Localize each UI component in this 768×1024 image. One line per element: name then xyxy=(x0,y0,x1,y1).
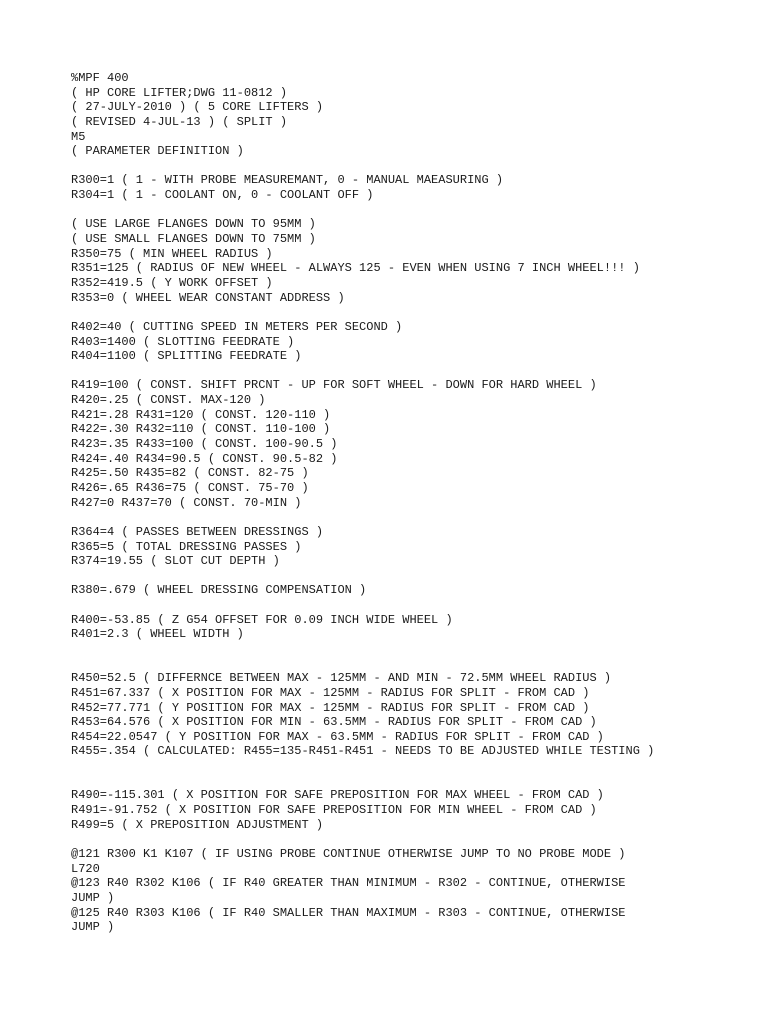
program-line: L720 xyxy=(71,861,100,876)
blank-line xyxy=(71,569,751,584)
program-line: ( PARAMETER DEFINITION ) xyxy=(71,144,244,159)
program-line: R491=-91.752 ( X POSITION FOR SAFE PREPOSITION FOR MIN WHEEL - FROM CAD ) xyxy=(71,803,597,818)
program-line: ( USE LARGE FLANGES DOWN TO 95MM ) xyxy=(71,217,316,232)
program-line: R404=1100 ( SPLITTING FEEDRATE ) xyxy=(71,349,302,364)
program-line: R490=-115.301 ( X POSITION FOR SAFE PREPOSITION FOR MAX WHEEL - FROM CAD ) xyxy=(71,788,604,803)
program-line: R374=19.55 ( SLOT CUT DEPTH ) xyxy=(71,554,280,569)
program-line: R452=77.771 ( Y POSITION FOR MAX - 125MM - RADIUS FOR SPLIT - FROM CAD ) xyxy=(71,700,590,715)
blank-line xyxy=(71,510,751,525)
program-line: M5 xyxy=(71,129,86,144)
blank-line xyxy=(71,203,751,218)
program-line: R450=52.5 ( DIFFERNCE BETWEEN MAX - 125MM - AND MIN - 72.5MM WHEEL RADIUS ) xyxy=(71,671,612,686)
program-line: @123 R40 R302 K106 ( IF R40 GREATER THAN MINIMUM - R302 - CONTINUE, OTHERWISE xyxy=(71,876,626,891)
blank-line xyxy=(71,774,751,789)
program-line: @125 R40 R303 K106 ( IF R40 SMALLER THAN MAXIMUM - R303 - CONTINUE, OTHERWISE xyxy=(71,905,626,920)
blank-line xyxy=(71,159,751,174)
program-line: @121 R300 K1 K107 ( IF USING PROBE CONTINUE OTHERWISE JUMP TO NO PROBE MODE ) xyxy=(71,846,626,861)
program-line: R403=1400 ( SLOTTING FEEDRATE ) xyxy=(71,334,295,349)
program-line: R423=.35 R433=100 ( CONST. 100-90.5 ) xyxy=(71,437,338,452)
program-line: R350=75 ( MIN WHEEL RADIUS ) xyxy=(71,246,273,261)
program-line: R419=100 ( CONST. SHIFT PRCNT - UP FOR SOFT WHEEL - DOWN FOR HARD WHEEL ) xyxy=(71,378,597,393)
program-line: R364=4 ( PASSES BETWEEN DRESSINGS ) xyxy=(71,524,324,539)
program-line: ( REVISED 4-JUL-13 ) ( SPLIT ) xyxy=(71,114,288,129)
blank-line xyxy=(71,598,751,613)
program-line: R422=.30 R432=110 ( CONST. 110-100 ) xyxy=(71,422,331,437)
program-line: %MPF 400 xyxy=(71,71,129,85)
program-line: R499=5 ( X PREPOSITION ADJUSTMENT ) xyxy=(71,817,324,832)
program-line: R421=.28 R431=120 ( CONST. 120-110 ) xyxy=(71,407,331,422)
program-line: R427=0 R437=70 ( CONST. 70-MIN ) xyxy=(71,495,302,510)
program-line: R400=-53.85 ( Z G54 OFFSET FOR 0.09 INCH WIDE WHEEL ) xyxy=(71,612,453,627)
program-line: R451=67.337 ( X POSITION FOR MAX - 125MM - RADIUS FOR SPLIT - FROM CAD ) xyxy=(71,685,590,700)
program-line: R352=419.5 ( Y WORK OFFSET ) xyxy=(71,275,273,290)
program-line: R401=2.3 ( WHEEL WIDTH ) xyxy=(71,627,244,642)
program-line: ( USE SMALL FLANGES DOWN TO 75MM ) xyxy=(71,232,316,247)
program-line: R402=40 ( CUTTING SPEED IN METERS PER SECOND ) xyxy=(71,319,403,334)
program-line: ( 27-JULY-2010 ) ( 5 CORE LIFTERS ) xyxy=(71,100,324,115)
program-line: R454=22.0547 ( Y POSITION FOR MAX - 63.5MM - RADIUS FOR SPLIT - FROM CAD ) xyxy=(71,729,604,744)
program-line: R455=.354 ( CALCULATED: R455=135-R451-R451 - NEEDS TO BE ADJUSTED WHILE TESTING ) xyxy=(71,744,655,759)
program-line: R420=.25 ( CONST. MAX-120 ) xyxy=(71,393,266,408)
blank-line xyxy=(71,657,751,672)
program-line: R425=.50 R435=82 ( CONST. 82-75 ) xyxy=(71,466,309,481)
program-line: R304=1 ( 1 - COOLANT ON, 0 - COOLANT OFF ) xyxy=(71,188,374,203)
program-line: JUMP ) xyxy=(71,890,115,905)
program-line: R453=64.576 ( X POSITION FOR MIN - 63.5MM - RADIUS FOR SPLIT - FROM CAD ) xyxy=(71,715,597,730)
program-line: R424=.40 R434=90.5 ( CONST. 90.5-82 ) xyxy=(71,451,338,466)
blank-line xyxy=(71,305,751,320)
program-line: R380=.679 ( WHEEL DRESSING COMPENSATION ) xyxy=(71,583,367,598)
program-line: R351=125 ( RADIUS OF NEW WHEEL - ALWAYS 125 - EVEN WHEN USING 7 INCH WHEEL!!! ) xyxy=(71,261,640,276)
program-line: ( HP CORE LIFTER;DWG 11-0812 ) xyxy=(71,85,288,100)
blank-line xyxy=(71,364,751,379)
program-line: R353=0 ( WHEEL WEAR CONSTANT ADDRESS ) xyxy=(71,290,345,305)
program-line: R426=.65 R436=75 ( CONST. 75-70 ) xyxy=(71,480,309,495)
blank-line xyxy=(71,642,751,657)
program-listing xyxy=(71,71,751,935)
blank-line xyxy=(71,759,751,774)
blank-line xyxy=(71,832,751,847)
program-line: JUMP ) xyxy=(71,920,115,935)
program-line: R365=5 ( TOTAL DRESSING PASSES ) xyxy=(71,539,302,554)
program-line: R300=1 ( 1 - WITH PROBE MEASUREMANT, 0 - MANUAL MAEASURING ) xyxy=(71,173,504,188)
